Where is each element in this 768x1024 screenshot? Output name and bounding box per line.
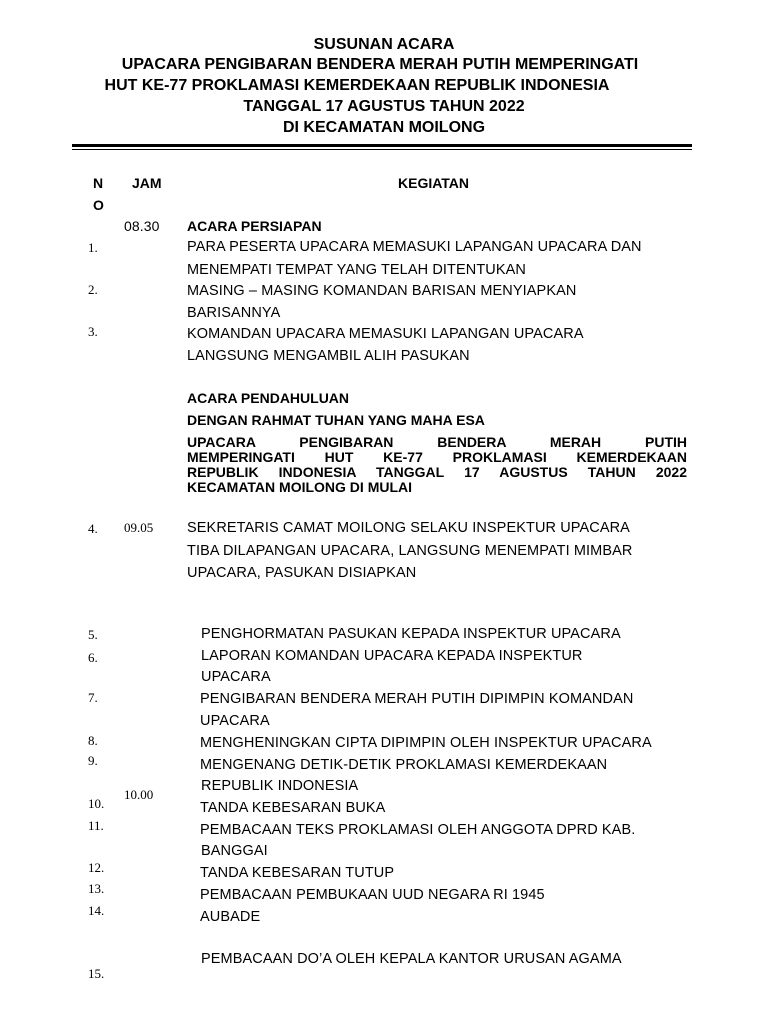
item-number: 11. [88,818,104,833]
section-subheading: DENGAN RAHMAT TUHAN YANG MAHA ESA [187,412,485,428]
item-number: 2. [88,282,98,297]
opening-paragraph [187,435,687,495]
activity-text: AUBADE [200,909,261,925]
item-number: 15. [88,966,105,981]
activity-text: TANDA KEBESARAN TUTUP [200,865,395,881]
opening-line: UPACARA PENGIBARAN BENDERA MERAH PUTIH [187,434,687,450]
doc-title-line-2: UPACARA PENGIBARAN BENDERA MERAH PUTIH MEMPERINGATI [121,56,639,73]
item-number: 6. [88,650,98,665]
section-heading-pendahuluan: ACARA PENDAHULUAN [187,390,350,406]
item-number: 3. [88,324,98,339]
time-cell: 08.30 [124,218,160,234]
activity-text: PEMBACAAN PEMBUKAAN UUD NEGARA RI 1945 [200,887,545,903]
activity-text: REPUBLIK INDONESIA [201,778,359,794]
item-number: 8. [88,733,98,748]
activity-text: BARISANNYA [187,305,281,321]
doc-title-line-4: TANGGAL 17 AGUSTUS TAHUN 2022 [243,98,525,115]
item-number: 5. [88,627,98,642]
activity-text: UPACARA [201,669,271,685]
item-number: 4. [88,521,98,536]
opening-line: KECAMATAN MOILONG DI MULAI [187,479,413,495]
doc-title-line-5: DI KECAMATAN MOILONG [282,119,486,136]
item-number: 1. [88,240,98,255]
activity-text: MENGHENINGKAN CIPTA DIPIMPIN OLEH INSPEKTUR UPACARA [200,735,652,751]
activity-text: PENGIBARAN BENDERA MERAH PUTIH DIPIMPIN KOMANDAN [200,691,634,707]
activity-text: MENEMPATI TEMPAT YANG TELAH DITENTUKAN [187,262,526,278]
activity-text: UPACARA [200,713,270,729]
item-number: 9. [88,753,98,768]
activity-text: LANGSUNG MENGAMBIL ALIH PASUKAN [187,348,470,364]
activity-text: MASING – MASING KOMANDAN BARISAN MENYIAPKAN [187,283,577,299]
column-header-jam: JAM [132,175,162,191]
activity-text: UPACARA, PASUKAN DISIAPKAN [187,565,417,581]
doc-title-line-3: HUT KE-77 PROKLAMASI KEMERDEKAAN REPUBLIK INDONESIA [104,77,610,94]
activity-text: PEMBACAAN TEKS PROKLAMASI OLEH ANGGOTA DPRD KAB. [200,822,636,838]
opening-line: REPUBLIK INDONESIA TANGGAL 17 AGUSTUS TAHUN 2022 [187,464,687,480]
doc-title: SUSUNAN ACARA [313,36,455,53]
item-number: 7. [88,690,98,705]
item-number: 13. [88,881,105,896]
time-cell: 10.00 [124,787,154,802]
activity-text: SEKRETARIS CAMAT MOILONG SELAKU INSPEKTUR UPACARA [187,520,630,536]
header-rule-thin [72,149,692,150]
activity-text: MENGENANG DETIK-DETIK PROKLAMASI KEMERDEKAAN [200,757,608,773]
activity-text: LAPORAN KOMANDAN UPACARA KEPADA INSPEKTUR [201,648,583,664]
activity-text: TIBA DILAPANGAN UPACARA, LANGSUNG MENEMPATI MIMBAR [187,543,633,559]
activity-text: PENGHORMATAN PASUKAN KEPADA INSPEKTUR UPACARA [201,626,621,642]
item-number: 14. [88,903,105,918]
item-number: 12. [88,860,105,875]
opening-line: MEMPERINGATI HUT KE-77 PROKLAMASI KEMERDEKAAN [187,449,687,465]
activity-text: KOMANDAN UPACARA MEMASUKI LAPANGAN UPACARA [187,326,584,342]
activity-text: PARA PESERTA UPACARA MEMASUKI LAPANGAN UPACARA DAN [187,239,642,255]
section-heading-persiapan: ACARA PERSIAPAN [187,218,322,234]
activity-text: TANDA KEBESARAN BUKA [200,800,386,816]
activity-text: BANGGAI [201,843,268,859]
header-rule-thick [72,144,692,147]
column-header-kegiatan: KEGIATAN [398,175,470,191]
item-number: 10. [88,796,105,811]
time-cell: 09.05 [124,520,154,535]
column-header-no: N [93,175,104,191]
activity-text: PEMBACAAN DO’A OLEH KEPALA KANTOR URUSAN AGAMA [201,951,622,967]
column-header-no: O [93,197,104,213]
